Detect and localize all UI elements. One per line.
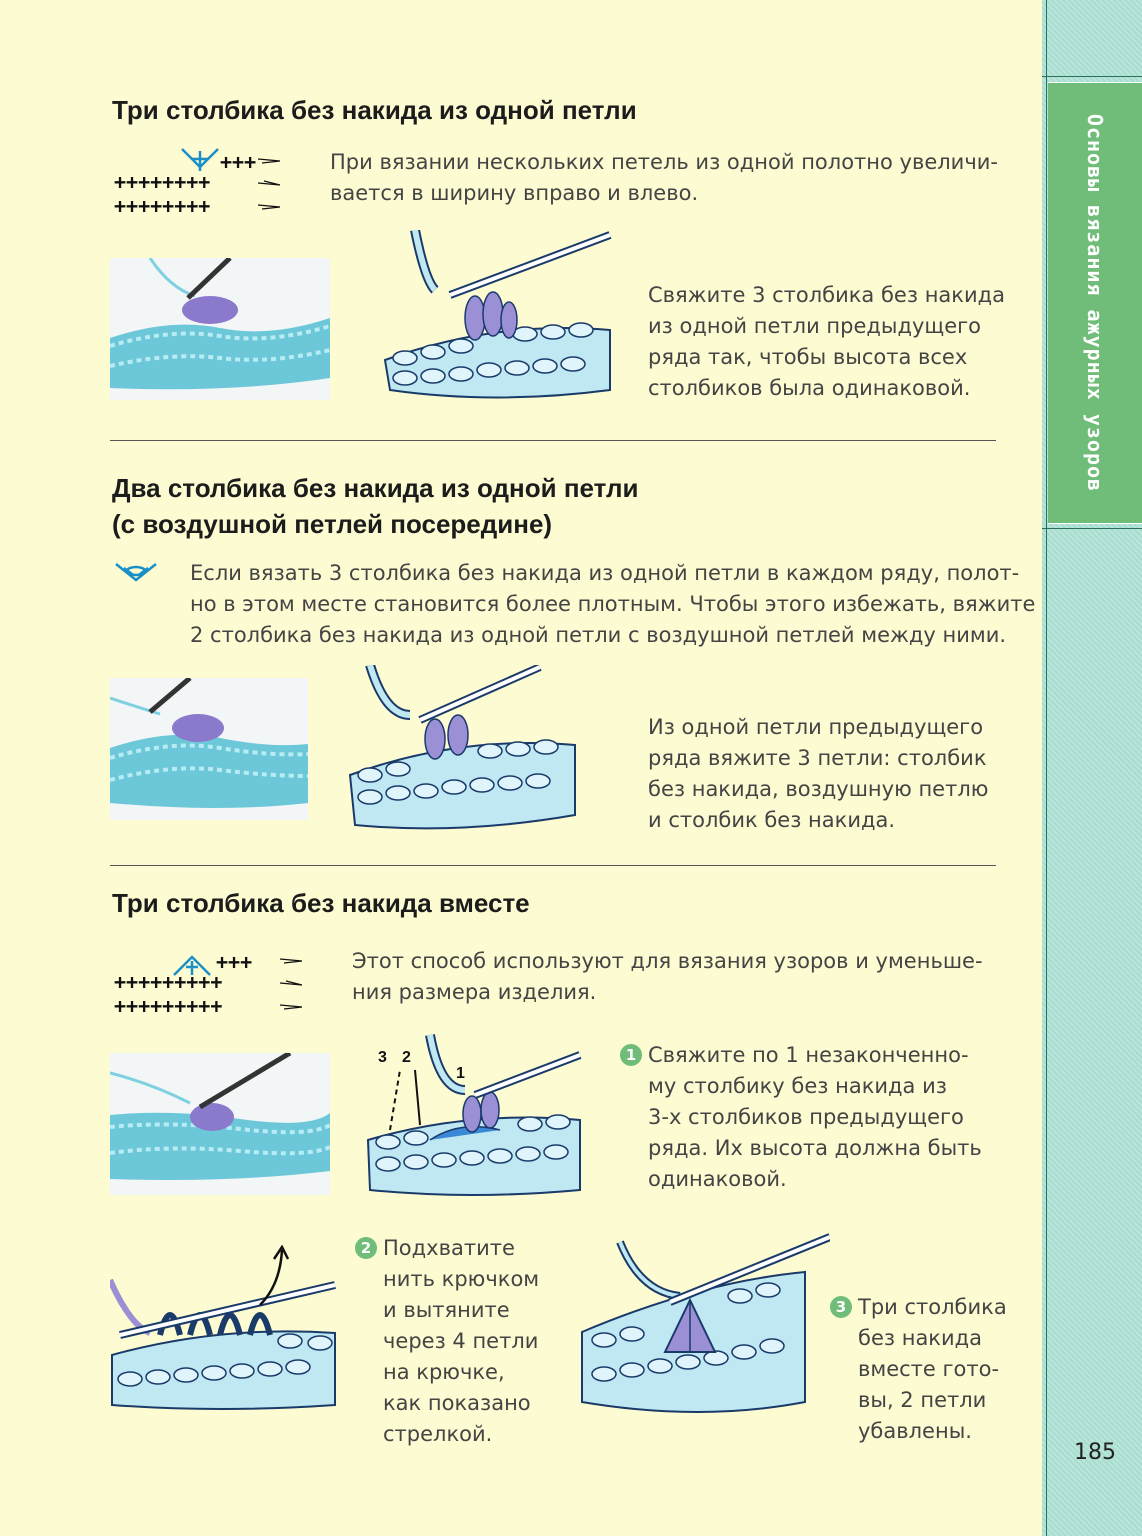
diagram-label: 2	[402, 1049, 411, 1066]
section3-step1: 1 Свяжите по 1 незаконченно- му столбику без накида из 3-х столбиков предыдущего ряда. Их высота должна быть одинаковой.	[620, 1040, 982, 1195]
section3-heading: Три столбика без накида вместе	[112, 888, 530, 918]
chapter-tab-title: Основы вязания ажурных узоров	[1083, 113, 1107, 493]
side-divider	[1046, 0, 1047, 1536]
crochet-chart-icon	[110, 945, 310, 1020]
diagram-label: 1	[456, 1065, 465, 1082]
svg-text:++++++++: ++++++++	[114, 194, 211, 218]
step-number-badge: 1	[620, 1044, 642, 1066]
diagram-hook-stitch	[375, 230, 620, 405]
photo-crochet-sample	[110, 1053, 330, 1195]
diagram-hook-stitch	[360, 1030, 585, 1200]
crochet-chart-icon	[110, 145, 295, 220]
side-divider	[1042, 76, 1142, 77]
side-divider	[1042, 528, 1142, 529]
section2-heading: Два столбика без накида из одной петли (с воздушной петлей посередине)	[112, 473, 639, 539]
svg-text:+++: +++	[220, 150, 257, 174]
chapter-tab[interactable]	[1048, 82, 1142, 524]
section-divider	[110, 865, 996, 866]
svg-text:+++++++++: +++++++++	[114, 970, 223, 994]
svg-text:+++++++++: +++++++++	[114, 994, 223, 1018]
page-number: 185	[1074, 1440, 1116, 1465]
chain-stitch-symbol-icon	[112, 560, 160, 586]
diagram-hook-stitch	[340, 665, 585, 835]
photo-crochet-sample	[110, 678, 308, 820]
section1-heading: Три столбика без накида из одной петли	[112, 95, 637, 125]
section3-step2: 2 Подхватите нить крючком и вытяните через 4 петли на крючке, как показано стрелкой.	[355, 1233, 539, 1450]
section1-step: Свяжите 3 столбика без накида из одной петли предыдущего ряда так, чтобы высота всех столбиков была одинаковой.	[648, 283, 1006, 400]
photo-crochet-sample	[110, 258, 330, 400]
step-number-badge: 3	[830, 1296, 852, 1318]
section2-intro: Если вязать 3 столбика без накида из одной петли в каждом ряду, полот- но в этом месте становится более плотным. Чтобы этого избежать, вяжите 2 столбика без накида из одной петли с воздушной петлей между ними.	[190, 561, 1036, 647]
section2-step: Из одной петли предыдущего ряда вяжите 3 петли: столбик без накида, воздушную петлю и столбик без накида.	[648, 715, 989, 832]
svg-text:++++++++: ++++++++	[114, 170, 211, 194]
section3-intro: Этот способ используют для вязания узоров и уменьше- ния размера изделия.	[352, 949, 983, 1004]
diagram-finished-stitch	[580, 1232, 830, 1432]
step-number-badge: 2	[355, 1237, 377, 1259]
diagram-label: 3	[378, 1049, 387, 1066]
diagram-hook-pull-through	[110, 1245, 340, 1415]
section3-step3: 3 Три столбика без накида вместе гото- вы, 2 петли убавлены.	[830, 1292, 1007, 1447]
svg-text:+++: +++	[216, 950, 253, 974]
section1-intro: При вязании нескольких петель из одной полотно увеличи- вается в ширину вправо и влево.	[330, 150, 998, 205]
section-divider	[110, 440, 996, 441]
